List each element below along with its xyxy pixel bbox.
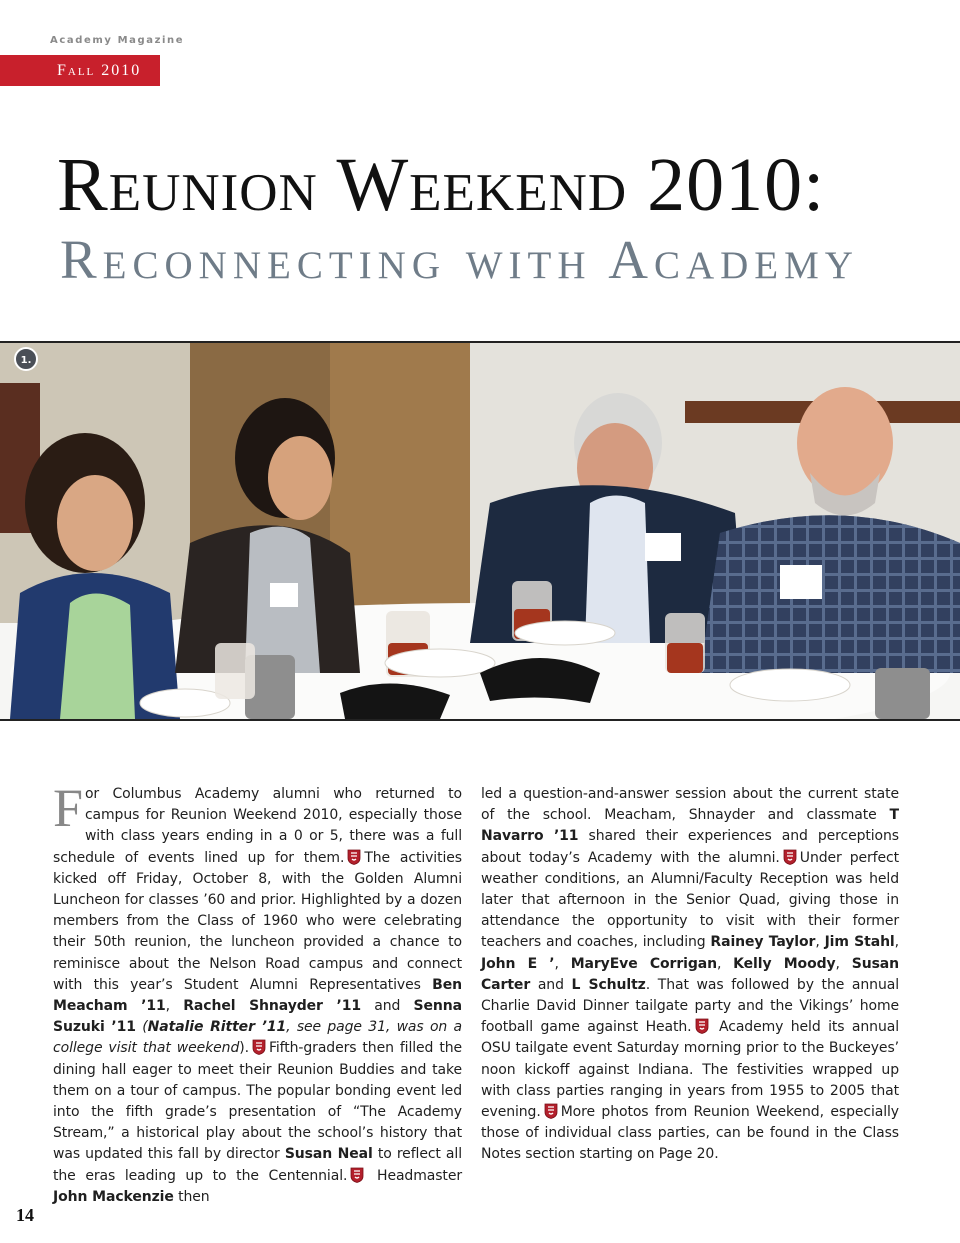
person-name: Ben Meacham ’11 <box>53 976 462 1015</box>
article-paragraph-right: led a question-and-answer session about the current state of the school. Meacham, Shnayder and classmate T Navarro ’11 shared their experiences and perceptions about today’s Academy with the alumni. Under perfect weather conditions, an Alumni/Faculty Reception was held later that afternoon in the Senior Quad, giving those in attendance the opportunity to visit with their former teachers and coaches, including Rainey Taylor, Jim Stahl, John E ’, MaryEve Corrigan, Kelly Moody, Susan Carter and L Schultz. That was followed by the annual Charlie David Dinner tailgate party and the Vikings’ home football game against Heath. Academy held its annual OSU tailgate event Saturday morning prior to the Buckeyes’ noon kickoff against Indiana. The festivities wrapped up with class parties ranging in years from 1955 to 2005 that evening. More photos from Reunion Weekend, especially those of individual class parties, can be found in the Class Notes section starting on Page 20. <box>481 786 900 1163</box>
academy-shield-icon <box>347 849 361 865</box>
person-name: T Navarro ’11 <box>481 807 899 845</box>
person-name: MaryEve Corrigan <box>570 955 717 972</box>
text-run: and <box>537 976 564 993</box>
person-name: L Schultz <box>571 976 646 993</box>
article-column-right <box>481 784 899 1166</box>
text-run: The activities kicked off Friday, October 8, with the Golden Alumni Luncheon for classes ’60 and prior. Highlighted by a dozen members from the Class of 1960 who were celebrating their 50th reunion, the luncheon provided a chance to reminisce about the Nelson Road campus and connect with this year’s Student Alumni Representatives <box>53 849 462 993</box>
reunion-luncheon-photo <box>0 341 960 721</box>
text-run: ( <box>142 1019 148 1036</box>
text-run: or Columbus Academy alumni who returned to campus for Reunion Weekend 2010, especially those with class years ending in a 0 or 5, there was a full schedule of events lined up for them. <box>53 786 462 866</box>
person-name: John Mackenzie <box>53 1188 174 1205</box>
academy-shield-icon <box>350 1167 364 1183</box>
text-run: . That was followed by the annual Charlie David Dinner tailgate party and the Vikings’ home football game against Heath. <box>481 976 899 1036</box>
academy-shield-icon <box>252 1039 266 1055</box>
text-run: Headmaster <box>377 1167 462 1184</box>
text-run: Under perfect weather conditions, an Alumni/Faculty Reception was held later that afternoon in the Senior Quad, giving those in attendance the opportunity to visit with their former teachers and coaches, including <box>481 849 900 951</box>
person-name: Natalie Ritter ’11 <box>147 1019 287 1036</box>
text-run: then <box>178 1188 210 1205</box>
academy-shield-icon <box>695 1018 709 1034</box>
text-run: shared their experiences and perceptions about today’s Academy with the alumni. <box>481 828 899 866</box>
text-run: and <box>374 998 401 1015</box>
article-subtitle: Reconnecting with Academy <box>60 229 859 290</box>
text-run: ). <box>239 1040 249 1057</box>
person-name: Jim Stahl <box>824 934 895 951</box>
text-run: led a question-and-answer session about the current state of the school. Meacham, Shnayder and classmate <box>481 786 899 824</box>
person-name: Senna Suzuki ’11 <box>53 998 462 1036</box>
person-name: Susan Neal <box>284 1146 373 1163</box>
article-title: Reunion Weekend 2010: <box>57 143 826 227</box>
issue-label: Fall 2010 <box>0 55 160 86</box>
article-column-left <box>53 778 463 1208</box>
academy-shield-icon <box>544 1103 558 1119</box>
person-name: Rachel Shnayder ’11 <box>183 998 362 1015</box>
person-name: Rainey Taylor <box>710 934 816 951</box>
text-run: , <box>165 998 170 1015</box>
person-name: John E ’ <box>481 955 555 972</box>
academy-shield-icon <box>783 849 797 865</box>
text-run: Fifth-graders then filled the dining hall eager to meet their Reunion Buddies and take them on a tour of campus. The popular bonding event led into the fifth grade’s presentation of “The Academy Stream,” a historical play about the school’s history that was updated this fall by director <box>53 1040 463 1163</box>
page-number: 14 <box>16 1205 34 1225</box>
person-name: Kelly Moody <box>733 955 836 972</box>
text-run: More photos from Reunion Weekend, especially those of individual class parties, can be found in the Class Notes section starting on Page 20. <box>481 1104 899 1163</box>
text-run: , see page 31, was on a college visit that weekend <box>53 1019 462 1057</box>
person-name: Susan Carter <box>481 955 900 993</box>
text-run: to reflect all the eras leading up to the Centennial. <box>53 1146 462 1184</box>
text-run: Academy held its annual OSU tailgate event Saturday morning prior to the Buckeyes’ noon kickoff against Indiana. The festivities wrapped up with class parties ranging in years from 1955 to 2005 that evening. <box>481 1019 899 1121</box>
magazine-name: Academy Magazine <box>50 35 185 46</box>
article-paragraph-left <box>53 778 463 1208</box>
photo-number-badge: 1. <box>14 347 38 371</box>
drop-cap: F <box>53 778 83 838</box>
photo-illustration <box>0 343 960 719</box>
